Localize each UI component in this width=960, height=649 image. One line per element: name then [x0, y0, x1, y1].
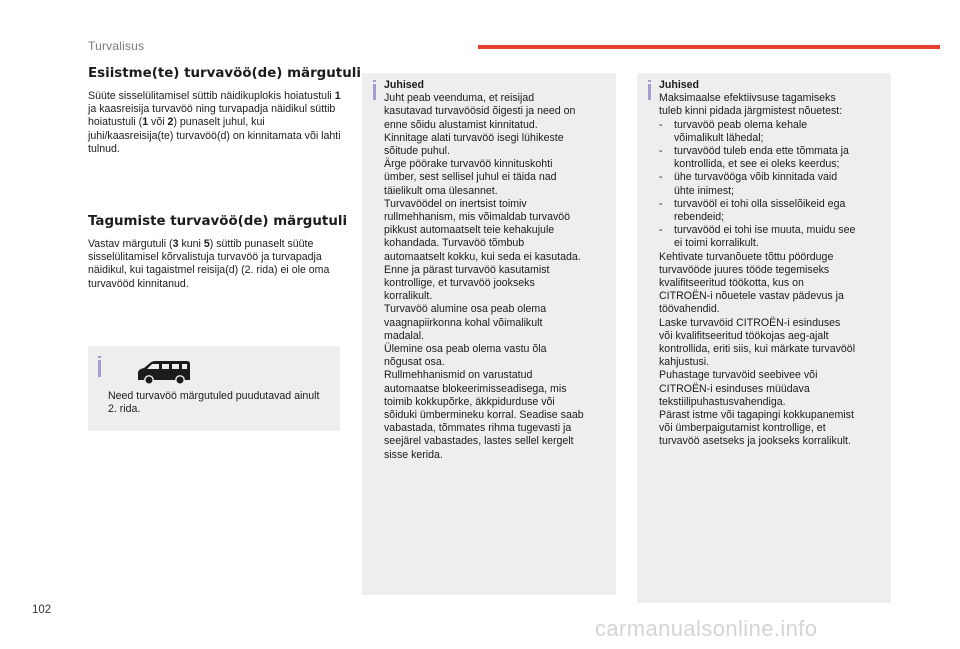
section-label: Turvalisus	[88, 39, 145, 53]
text-line: sõiduki ümbermineku korral. Seadise saab	[384, 409, 584, 422]
text-line: Laske turvavöid CITROËN-i esinduses	[659, 316, 841, 329]
note-box	[88, 346, 340, 431]
panel-title: Juhised	[659, 79, 700, 91]
list-item	[659, 224, 885, 250]
maintenance-text	[659, 251, 885, 449]
text-line: ühte inimest;	[674, 184, 735, 197]
bullet-dash: -	[659, 145, 663, 158]
text-line: sõitude puhul.	[384, 145, 450, 158]
text-line: Juht peab veenduma, et reisijad	[384, 92, 535, 105]
text-line: nõgusat osa.	[384, 356, 445, 369]
text-line: võimalikult lähedal;	[674, 131, 764, 144]
text-line: vabastada, tõmmates rihma tugevasti ja	[384, 422, 572, 435]
text-line: korralikult.	[384, 290, 433, 303]
text-line: tekstiilipuhastusvahendiga.	[659, 395, 786, 408]
rear-seatbelt-heading: Tagumiste turvavöö(de) märgutuli	[88, 214, 348, 230]
text-line: või ümberpaigutamist kontrollige, et	[659, 422, 826, 435]
text-line: kasutavad turvavöösid õigesti ja need on	[384, 105, 576, 118]
text-line: Kehtivate turvanõuete tõttu pöörduge	[659, 250, 834, 263]
bullet-dash: -	[659, 224, 663, 237]
text-line: Turvavöödel on inertsist toimiv	[384, 197, 527, 210]
text-line: CITROËN-i esinduses müüdava	[659, 382, 810, 395]
text-line: Rullmehhanismid on varustatud	[384, 369, 533, 382]
text-line: pikkust automaatselt teie kehakujule	[384, 224, 555, 237]
text-line: sisse kerida.	[384, 448, 443, 461]
text-line: Kinnitage alati turvavöö isegi lühikeste	[384, 131, 564, 144]
guidelines-panel-right	[637, 73, 891, 603]
info-icon	[648, 84, 651, 100]
left-column	[88, 66, 361, 291]
text-line: rebendeid;	[674, 211, 725, 224]
text-line: Puhastage turvavöid seebivee või	[659, 369, 818, 382]
text-line: toimib kokkupõrke, äkkpidurduse või	[384, 395, 555, 408]
panel-title: Juhised	[384, 79, 425, 91]
text-line: või kvalifitseeritud töökojas aeg-ajalt	[659, 329, 829, 342]
text-line: turvavööl ei tohi olla sisselõikeid ega	[674, 197, 846, 210]
text-line: ühe turvavööga võib kinnitada vaid	[674, 171, 838, 184]
text-line: ümber, sest sellisel juhul ei täida nad	[384, 171, 557, 184]
text-line: Enne ja pärast turvavöö kasutamist	[384, 263, 550, 276]
watermark: carmanualsonline.info	[595, 616, 818, 641]
text-line: kahjustusi.	[659, 356, 710, 369]
text-line: automaatse blokeerimisseadisega, mis	[384, 382, 567, 395]
front-seatbelt-heading: Esiistme(te) turvavöö(de) märgutuli	[88, 66, 361, 81]
requirements-list	[659, 119, 885, 251]
guidelines-text	[384, 92, 610, 462]
requirements-intro	[659, 92, 885, 118]
text-line: Ülemine osa peab olema vastu õla	[384, 343, 547, 356]
note-text: Need turvavöö märgutuled puudutavad ainult 2. rida.	[108, 390, 320, 416]
list-item	[659, 119, 885, 145]
list-item	[659, 171, 885, 197]
list-item	[659, 145, 885, 171]
guidelines-panel-middle	[362, 73, 616, 595]
text-line: ei toimi korralikult.	[674, 237, 759, 250]
text-line: automaatselt kokku, kui seda ei kasutada.	[384, 250, 581, 263]
text-line: turvavööd tuleb enda ette tõmmata ja	[674, 145, 849, 158]
car-van-icon	[135, 359, 193, 385]
text-line: turvavööde juures tööde tegemiseks	[659, 263, 830, 276]
text-line: kohandada. Turvavöö tõmbub	[384, 237, 525, 250]
text-line: tuleb kinni pidada järgmistest nõuetest:	[659, 105, 843, 118]
text-line: Maksimaalse efektiivsuse tagamiseks	[659, 92, 836, 105]
text-line: Ärge pöörake turvavöö kinnituskohti	[384, 158, 553, 171]
text-line: kontrollida, et see ei oleks keerdus;	[674, 158, 840, 171]
text-line: turvavöö peab olema kehale	[674, 118, 808, 131]
text-line: kontrollida, eriti siis, kui märkate turvavööl	[659, 343, 856, 356]
text-line: madalal.	[384, 329, 425, 342]
front-seatbelt-text: Süüte sisselülitamisel süttib näidikuplokis hoiatustuli 1 ja kaasreisija turvavöö ning turvapadja näidikul süttib hoiatustuli (1 või 2) punaselt juhul, kui juhi/kaasreisija(te) turvavöö(d) on kinnitamata või lahti tulnud.	[88, 90, 341, 155]
text-line: CITROËN-i nõuetele vastav pädevus ja	[659, 290, 844, 303]
text-line: Turvavöö alumine osa peab olema	[384, 303, 547, 316]
rear-seatbelt-text: Vastav märgutuli (3 kuni 5) süttib punaselt süüte sisselülitamisel kõrvalistuja turvavöö ja turvapadja näidikul, kui tagaistmel reisija(d) (2. rida) ei ole oma turvavööd kinnitanud.	[88, 238, 330, 290]
text-line: seejärel vabastades, lastes sellel kergelt	[384, 435, 574, 448]
bullet-dash: -	[659, 171, 663, 184]
text-line: kontrollige, et turvavöö jookseks	[384, 277, 535, 290]
bullet-dash: -	[659, 118, 663, 131]
section-accent-bar	[478, 45, 940, 49]
text-line: enne sõidu alustamist kinnitatud.	[384, 118, 538, 131]
text-line: töövahendid.	[659, 303, 720, 316]
text-line: kvalifitseeritud töökotta, kus on	[659, 277, 804, 290]
list-item	[659, 198, 885, 224]
page-number: 102	[32, 604, 52, 616]
bullet-dash: -	[659, 197, 663, 210]
info-icon	[98, 360, 101, 377]
text-line: turvavöö asetseks ja jookseks korralikult.	[659, 435, 851, 448]
text-line: turvavööd ei tohi ise muuta, muidu see	[674, 224, 856, 237]
text-line: rullmehhanism, mis võimaldab turvavöö	[384, 211, 571, 224]
info-icon	[373, 84, 376, 100]
text-line: täielikult oma ülesannet.	[384, 184, 498, 197]
text-line: vaagnapiirkonna kohal võimalikult	[384, 316, 543, 329]
text-line: Pärast istme või tagapingi kokkupanemist	[659, 409, 854, 422]
